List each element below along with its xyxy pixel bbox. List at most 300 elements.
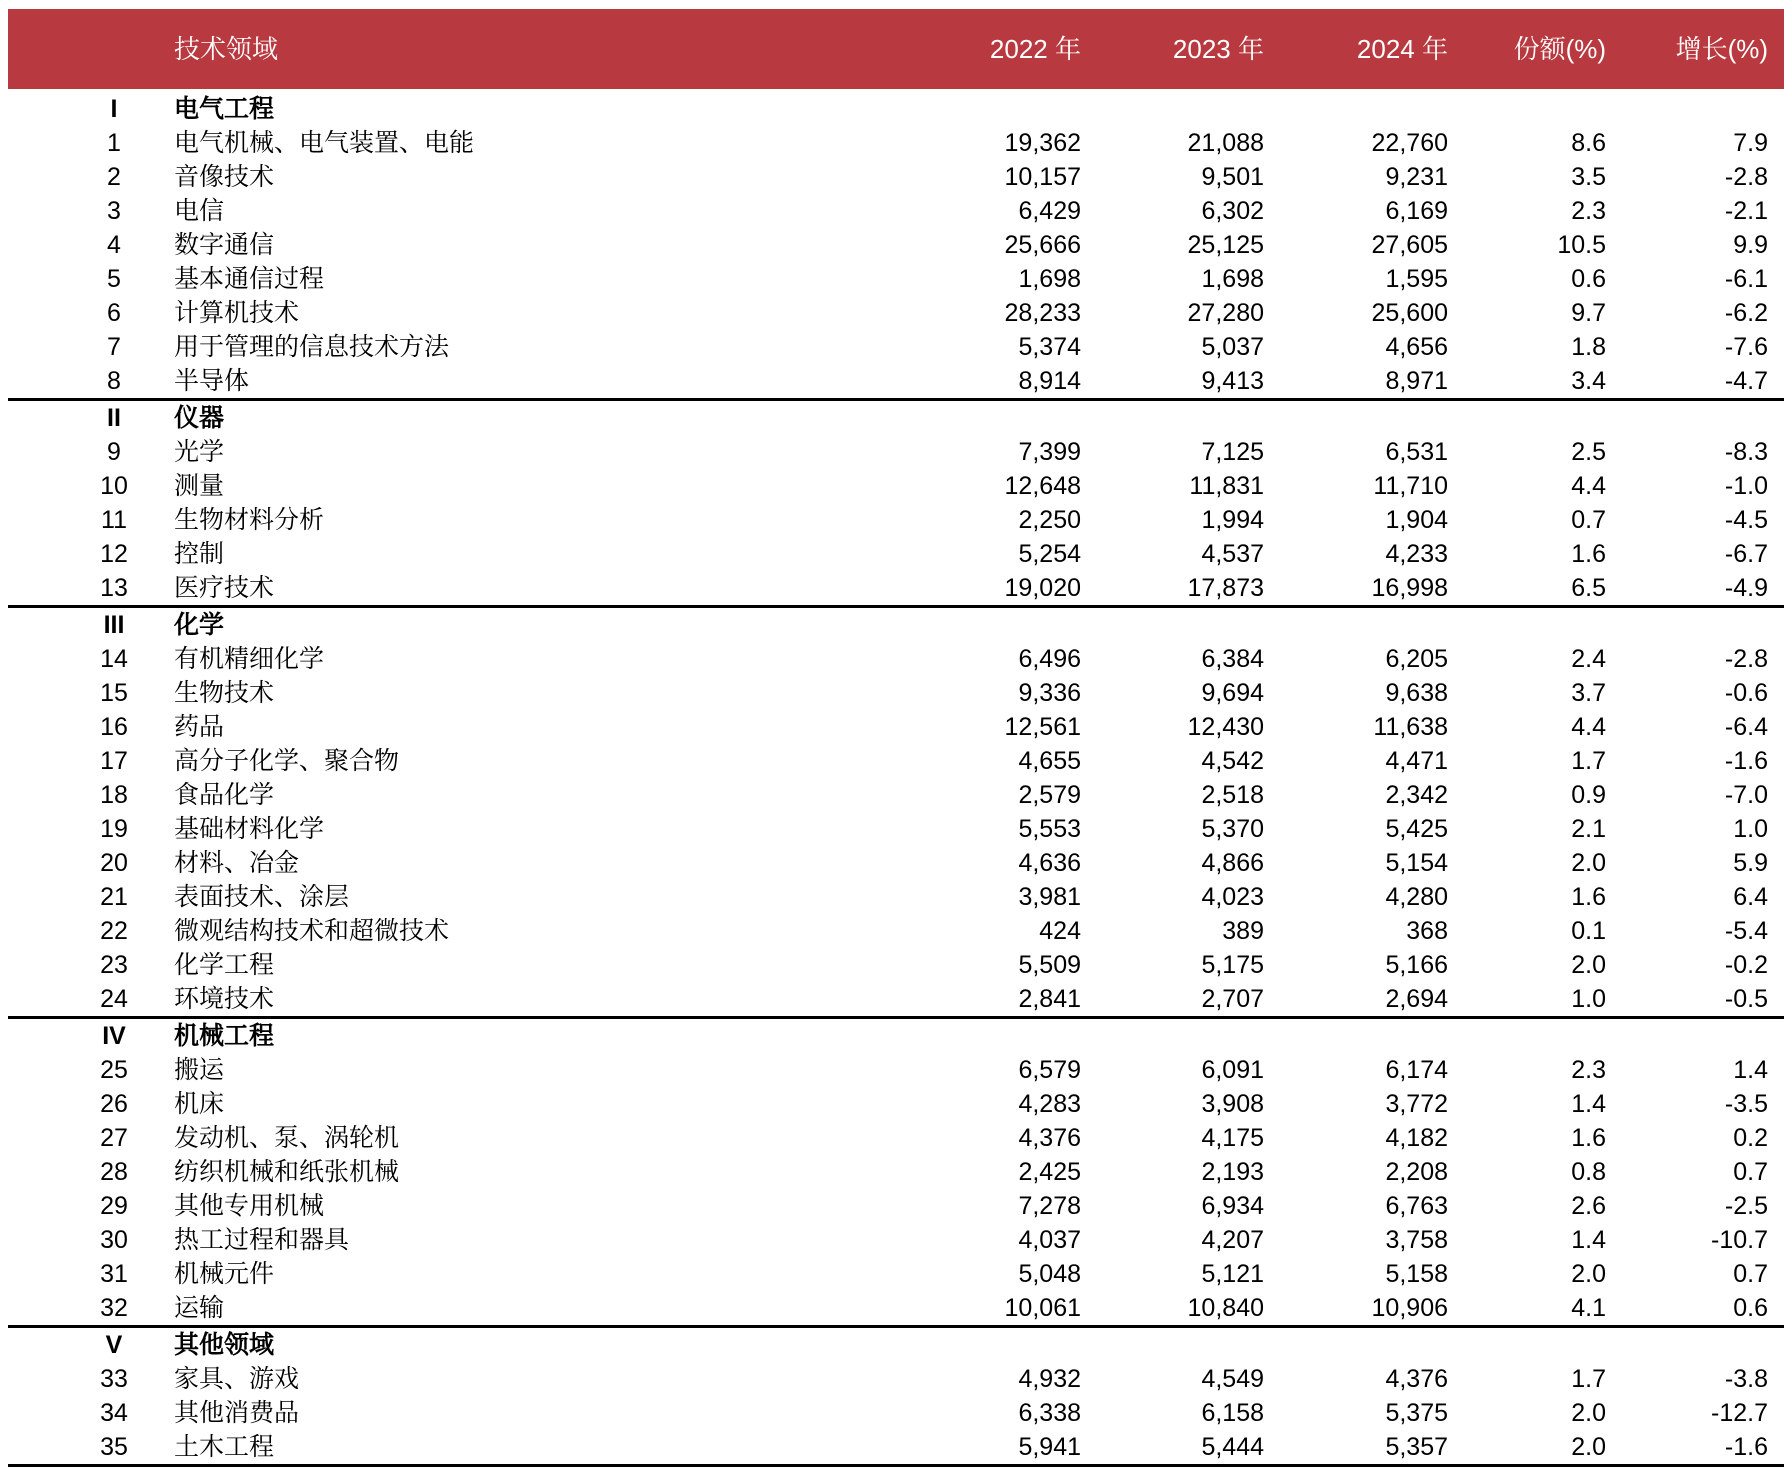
- value-2022: 9,336: [1018, 679, 1081, 707]
- value-2024: 16,998: [1371, 574, 1448, 602]
- growth-percent: -1.0: [1724, 472, 1768, 500]
- growth-percent: -2.1: [1724, 197, 1768, 225]
- section-row: [8, 92, 1784, 126]
- row-number: 14: [100, 645, 128, 673]
- share-percent: 1.4: [1571, 1226, 1606, 1254]
- row-number: 21: [100, 883, 128, 911]
- section-title: 机械工程: [174, 1022, 275, 1050]
- tech-field-label: 基础材料化学: [174, 815, 325, 843]
- table-row: [8, 812, 1784, 846]
- share-percent: 2.4: [1571, 645, 1606, 673]
- table-row: [8, 880, 1784, 914]
- share-percent: 1.6: [1571, 1124, 1606, 1152]
- value-2022: 424: [1039, 917, 1081, 945]
- tech-field-label: 医疗技术: [174, 574, 275, 602]
- table-row: [8, 642, 1784, 676]
- table-body: [8, 89, 1784, 1467]
- value-2023: 2,518: [1201, 781, 1264, 809]
- value-2022: 6,429: [1018, 197, 1081, 225]
- tech-field-label: 药品: [174, 713, 225, 741]
- value-2023: 5,121: [1201, 1260, 1264, 1288]
- value-2024: 5,154: [1385, 849, 1448, 877]
- value-2022: 25,666: [1004, 231, 1081, 259]
- value-2022: 7,278: [1018, 1192, 1081, 1220]
- value-2023: 27,280: [1187, 299, 1264, 327]
- tech-field-label: 土木工程: [174, 1433, 275, 1461]
- table-row: [8, 846, 1784, 880]
- row-number: 25: [100, 1056, 128, 1084]
- row-number: 26: [100, 1090, 128, 1118]
- value-2024: 5,425: [1385, 815, 1448, 843]
- share-percent: 2.0: [1571, 1433, 1606, 1461]
- value-2023: 4,549: [1201, 1365, 1264, 1393]
- value-2023: 12,430: [1187, 713, 1264, 741]
- row-number: 22: [100, 917, 128, 945]
- table-row: [8, 1291, 1784, 1325]
- table-row: [8, 228, 1784, 262]
- growth-percent: -10.7: [1711, 1226, 1768, 1254]
- row-number: 29: [100, 1192, 128, 1220]
- value-2024: 2,694: [1385, 985, 1448, 1013]
- table-row: [8, 330, 1784, 364]
- row-number: 20: [100, 849, 128, 877]
- value-2023: 9,413: [1201, 367, 1264, 395]
- value-2022: 19,362: [1004, 129, 1081, 157]
- row-number: 9: [107, 438, 121, 466]
- section-title: 电气工程: [174, 95, 275, 123]
- table-row: [8, 126, 1784, 160]
- share-percent: 2.3: [1571, 1056, 1606, 1084]
- value-2022: 6,338: [1018, 1399, 1081, 1427]
- table-row: [8, 710, 1784, 744]
- value-2024: 4,233: [1385, 540, 1448, 568]
- value-2023: 6,384: [1201, 645, 1264, 673]
- tech-field-label: 音像技术: [174, 163, 275, 191]
- row-number: 8: [107, 367, 121, 395]
- table-row: [8, 160, 1784, 194]
- tech-field-label: 光学: [174, 438, 225, 466]
- value-2022: 12,648: [1004, 472, 1081, 500]
- patent-table: [8, 9, 1784, 1467]
- table-row: [8, 744, 1784, 778]
- header-2024: 2024 年: [1356, 34, 1448, 64]
- value-2024: 4,471: [1385, 747, 1448, 775]
- growth-percent: -8.3: [1724, 438, 1768, 466]
- share-percent: 1.8: [1571, 333, 1606, 361]
- header-growth: 增长(%): [1675, 34, 1768, 64]
- table-row: [8, 1189, 1784, 1223]
- tech-field-label: 电气机械、电气装置、电能: [174, 129, 475, 157]
- section-number: II: [107, 404, 121, 432]
- tech-field-label: 运输: [174, 1294, 225, 1322]
- growth-percent: -6.7: [1724, 540, 1768, 568]
- growth-percent: -0.5: [1724, 985, 1768, 1013]
- value-2024: 1,595: [1385, 265, 1448, 293]
- table-header: [8, 9, 1784, 89]
- share-percent: 2.1: [1571, 815, 1606, 843]
- table-row: [8, 1121, 1784, 1155]
- share-percent: 1.7: [1571, 747, 1606, 775]
- growth-percent: -6.4: [1724, 713, 1768, 741]
- row-number: 6: [107, 299, 121, 327]
- value-2024: 6,169: [1385, 197, 1448, 225]
- tech-field-label: 其他专用机械: [174, 1192, 325, 1220]
- table-row: [8, 1053, 1784, 1087]
- share-percent: 2.3: [1571, 197, 1606, 225]
- row-number: 27: [100, 1124, 128, 1152]
- header-tech-field: 技术领域: [174, 34, 279, 64]
- tech-field-label: 食品化学: [174, 781, 275, 809]
- tech-field-label: 搬运: [174, 1056, 225, 1084]
- share-percent: 2.6: [1571, 1192, 1606, 1220]
- value-2023: 4,542: [1201, 747, 1264, 775]
- value-2023: 5,444: [1201, 1433, 1264, 1461]
- value-2023: 4,537: [1201, 540, 1264, 568]
- tech-field-label: 高分子化学、聚合物: [174, 747, 400, 775]
- value-2023: 6,302: [1201, 197, 1264, 225]
- value-2024: 11,710: [1373, 472, 1448, 500]
- value-2024: 8,971: [1385, 367, 1448, 395]
- tech-field-label: 电信: [174, 197, 225, 225]
- tech-field-label: 纺织机械和纸张机械: [174, 1158, 400, 1186]
- share-percent: 0.9: [1571, 781, 1606, 809]
- table-row: [8, 1362, 1784, 1396]
- value-2022: 4,037: [1018, 1226, 1081, 1254]
- share-percent: 1.0: [1571, 985, 1606, 1013]
- section-title: 化学: [174, 611, 225, 639]
- growth-percent: -6.2: [1724, 299, 1768, 327]
- value-2023: 11,831: [1189, 472, 1264, 500]
- header-2023: 2023 年: [1172, 34, 1264, 64]
- growth-percent: -4.7: [1724, 367, 1768, 395]
- value-2023: 9,501: [1201, 163, 1264, 191]
- growth-percent: -4.9: [1724, 574, 1768, 602]
- value-2023: 6,091: [1201, 1056, 1264, 1084]
- growth-percent: -3.5: [1724, 1090, 1768, 1118]
- value-2024: 27,605: [1371, 231, 1448, 259]
- row-number: 7: [107, 333, 121, 361]
- row-number: 2: [107, 163, 121, 191]
- table-row: [8, 194, 1784, 228]
- value-2023: 4,207: [1201, 1226, 1264, 1254]
- tech-field-label: 表面技术、涂层: [174, 883, 350, 911]
- share-percent: 6.5: [1571, 574, 1606, 602]
- value-2024: 25,600: [1371, 299, 1448, 327]
- value-2023: 2,193: [1201, 1158, 1264, 1186]
- tech-field-label: 其他消费品: [174, 1399, 300, 1427]
- section-number: I: [110, 95, 118, 123]
- tech-field-label: 生物技术: [174, 679, 275, 707]
- value-2023: 1,994: [1201, 506, 1264, 534]
- row-number: 31: [100, 1260, 128, 1288]
- row-number: 1: [107, 129, 121, 157]
- row-number: 18: [100, 781, 128, 809]
- table-row: [8, 537, 1784, 571]
- value-2022: 5,509: [1018, 951, 1081, 979]
- value-2022: 2,250: [1018, 506, 1081, 534]
- section-row: [8, 1019, 1784, 1053]
- value-2022: 10,061: [1004, 1294, 1081, 1322]
- share-percent: 3.5: [1571, 163, 1606, 191]
- value-2024: 1,904: [1385, 506, 1448, 534]
- value-2024: 3,758: [1385, 1226, 1448, 1254]
- growth-percent: 0.6: [1733, 1294, 1768, 1322]
- table-row: [8, 982, 1784, 1016]
- table-row: [8, 1155, 1784, 1189]
- value-2024: 4,376: [1385, 1365, 1448, 1393]
- value-2024: 4,656: [1385, 333, 1448, 361]
- section-number: III: [103, 611, 125, 639]
- growth-percent: 1.4: [1733, 1056, 1768, 1084]
- value-2024: 10,906: [1371, 1294, 1448, 1322]
- growth-percent: 0.7: [1733, 1158, 1768, 1186]
- value-2023: 17,873: [1187, 574, 1264, 602]
- value-2023: 4,175: [1201, 1124, 1264, 1152]
- row-number: 34: [100, 1399, 128, 1427]
- share-percent: 1.6: [1571, 883, 1606, 911]
- table-row: [8, 948, 1784, 982]
- row-number: 10: [100, 472, 128, 500]
- table-row: [8, 469, 1784, 503]
- share-percent: 4.1: [1571, 1294, 1606, 1322]
- growth-percent: 5.9: [1733, 849, 1768, 877]
- value-2022: 4,636: [1018, 849, 1081, 877]
- value-2023: 7,125: [1201, 438, 1264, 466]
- value-2024: 4,182: [1385, 1124, 1448, 1152]
- share-percent: 4.4: [1571, 713, 1606, 741]
- share-percent: 2.5: [1571, 438, 1606, 466]
- share-percent: 4.4: [1571, 472, 1606, 500]
- row-number: 3: [107, 197, 121, 225]
- value-2024: 11,638: [1373, 713, 1448, 741]
- share-percent: 8.6: [1571, 129, 1606, 157]
- table-row: [8, 676, 1784, 710]
- growth-percent: -0.2: [1724, 951, 1768, 979]
- growth-percent: 9.9: [1733, 231, 1768, 259]
- growth-percent: -5.4: [1724, 917, 1768, 945]
- value-2024: 6,205: [1385, 645, 1448, 673]
- tech-field-label: 环境技术: [174, 985, 275, 1013]
- row-number: 24: [100, 985, 128, 1013]
- value-2022: 2,579: [1018, 781, 1081, 809]
- value-2024: 2,208: [1385, 1158, 1448, 1186]
- growth-percent: -7.0: [1724, 781, 1768, 809]
- table-row: [8, 1257, 1784, 1291]
- growth-percent: 7.9: [1733, 129, 1768, 157]
- value-2022: 4,932: [1018, 1365, 1081, 1393]
- section-number: V: [105, 1331, 123, 1359]
- section-number: IV: [102, 1022, 126, 1050]
- value-2023: 4,023: [1201, 883, 1264, 911]
- value-2023: 389: [1222, 917, 1264, 945]
- value-2024: 368: [1406, 917, 1448, 945]
- growth-percent: 1.0: [1733, 815, 1768, 843]
- value-2023: 9,694: [1201, 679, 1264, 707]
- row-number: 12: [100, 540, 128, 568]
- row-number: 30: [100, 1226, 128, 1254]
- share-percent: 1.7: [1571, 1365, 1606, 1393]
- table-row: [8, 914, 1784, 948]
- share-percent: 3.4: [1571, 367, 1606, 395]
- table-row: [8, 503, 1784, 537]
- value-2024: 6,174: [1385, 1056, 1448, 1084]
- row-number: 33: [100, 1365, 128, 1393]
- share-percent: 1.4: [1571, 1090, 1606, 1118]
- growth-percent: 6.4: [1733, 883, 1768, 911]
- value-2022: 28,233: [1004, 299, 1081, 327]
- share-percent: 2.0: [1571, 1399, 1606, 1427]
- value-2023: 5,370: [1201, 815, 1264, 843]
- table-row: [8, 435, 1784, 469]
- value-2022: 5,254: [1018, 540, 1081, 568]
- value-2023: 3,908: [1201, 1090, 1264, 1118]
- value-2024: 9,231: [1385, 163, 1448, 191]
- value-2024: 9,638: [1385, 679, 1448, 707]
- tech-field-label: 数字通信: [174, 231, 275, 259]
- value-2023: 2,707: [1201, 985, 1264, 1013]
- tech-field-label: 微观结构技术和超微技术: [174, 917, 450, 945]
- growth-percent: -4.5: [1724, 506, 1768, 534]
- share-percent: 9.7: [1571, 299, 1606, 327]
- tech-field-label: 生物材料分析: [174, 506, 325, 534]
- growth-percent: -1.6: [1724, 747, 1768, 775]
- value-2023: 1,698: [1201, 265, 1264, 293]
- row-number: 15: [100, 679, 128, 707]
- section-row: [8, 1328, 1784, 1362]
- growth-percent: -3.8: [1724, 1365, 1768, 1393]
- value-2023: 6,934: [1201, 1192, 1264, 1220]
- growth-percent: 0.2: [1733, 1124, 1768, 1152]
- table-row: [8, 571, 1784, 605]
- value-2022: 10,157: [1004, 163, 1081, 191]
- section-title: 其他领域: [174, 1331, 275, 1359]
- value-2024: 6,763: [1385, 1192, 1448, 1220]
- share-percent: 2.0: [1571, 1260, 1606, 1288]
- value-2023: 10,840: [1187, 1294, 1264, 1322]
- tech-field-label: 半导体: [174, 367, 250, 395]
- row-number: 13: [100, 574, 128, 602]
- value-2024: 4,280: [1385, 883, 1448, 911]
- value-2022: 12,561: [1004, 713, 1081, 741]
- growth-percent: -7.6: [1724, 333, 1768, 361]
- value-2022: 6,579: [1018, 1056, 1081, 1084]
- row-number: 35: [100, 1433, 128, 1461]
- share-percent: 0.7: [1571, 506, 1606, 534]
- value-2024: 5,357: [1385, 1433, 1448, 1461]
- section-title: 仪器: [174, 404, 225, 432]
- value-2022: 6,496: [1018, 645, 1081, 673]
- value-2022: 3,981: [1018, 883, 1081, 911]
- tech-field-label: 机床: [174, 1090, 225, 1118]
- table-row: [8, 364, 1784, 398]
- table-row: [8, 1223, 1784, 1257]
- share-percent: 0.8: [1571, 1158, 1606, 1186]
- row-number: 17: [100, 747, 128, 775]
- value-2022: 2,425: [1018, 1158, 1081, 1186]
- value-2023: 4,866: [1201, 849, 1264, 877]
- value-2024: 5,375: [1385, 1399, 1448, 1427]
- row-number: 16: [100, 713, 128, 741]
- value-2022: 5,374: [1018, 333, 1081, 361]
- value-2022: 1,698: [1018, 265, 1081, 293]
- value-2022: 5,941: [1018, 1433, 1081, 1461]
- table-row: [8, 262, 1784, 296]
- tech-field-label: 测量: [174, 472, 225, 500]
- row-number: 5: [107, 265, 121, 293]
- value-2022: 4,283: [1018, 1090, 1081, 1118]
- tech-field-label: 机械元件: [174, 1260, 275, 1288]
- growth-percent: -0.6: [1724, 679, 1768, 707]
- value-2024: 6,531: [1385, 438, 1448, 466]
- value-2022: 7,399: [1018, 438, 1081, 466]
- section-row: [8, 608, 1784, 642]
- share-percent: 2.0: [1571, 849, 1606, 877]
- header-2022: 2022 年: [989, 34, 1081, 64]
- table-row: [8, 778, 1784, 812]
- growth-percent: -12.7: [1711, 1399, 1768, 1427]
- table-row: [8, 1396, 1784, 1430]
- tech-field-label: 计算机技术: [174, 299, 300, 327]
- value-2022: 19,020: [1004, 574, 1081, 602]
- growth-percent: -2.8: [1724, 163, 1768, 191]
- value-2023: 21,088: [1187, 129, 1264, 157]
- value-2024: 3,772: [1385, 1090, 1448, 1118]
- share-percent: 3.7: [1571, 679, 1606, 707]
- tech-field-label: 用于管理的信息技术方法: [174, 333, 450, 361]
- value-2023: 25,125: [1187, 231, 1264, 259]
- value-2024: 5,166: [1385, 951, 1448, 979]
- row-number: 28: [100, 1158, 128, 1186]
- tech-field-label: 基本通信过程: [174, 265, 325, 293]
- row-number: 19: [100, 815, 128, 843]
- header-share: 份额(%): [1513, 34, 1606, 64]
- tech-field-label: 化学工程: [174, 951, 275, 979]
- share-percent: 10.5: [1557, 231, 1606, 259]
- row-number: 11: [101, 506, 127, 534]
- tech-field-label: 有机精细化学: [174, 645, 325, 673]
- tech-field-label: 发动机、泵、涡轮机: [174, 1124, 400, 1152]
- value-2022: 8,914: [1018, 367, 1081, 395]
- value-2024: 2,342: [1385, 781, 1448, 809]
- value-2022: 5,553: [1018, 815, 1081, 843]
- value-2023: 6,158: [1201, 1399, 1264, 1427]
- value-2022: 4,655: [1018, 747, 1081, 775]
- value-2022: 4,376: [1018, 1124, 1081, 1152]
- share-percent: 0.6: [1571, 265, 1606, 293]
- row-number: 32: [100, 1294, 128, 1322]
- value-2024: 22,760: [1371, 129, 1448, 157]
- table-row: [8, 1430, 1784, 1464]
- section-row: [8, 401, 1784, 435]
- tech-field-label: 家具、游戏: [174, 1365, 300, 1393]
- table-row: [8, 296, 1784, 330]
- growth-percent: -2.5: [1724, 1192, 1768, 1220]
- value-2023: 5,175: [1201, 951, 1264, 979]
- growth-percent: -6.1: [1724, 265, 1768, 293]
- growth-percent: -1.6: [1724, 1433, 1768, 1461]
- section-divider: [8, 1464, 1784, 1467]
- growth-percent: -2.8: [1724, 645, 1768, 673]
- row-number: 23: [100, 951, 128, 979]
- value-2022: 5,048: [1018, 1260, 1081, 1288]
- value-2024: 5,158: [1385, 1260, 1448, 1288]
- table-row: [8, 1087, 1784, 1121]
- share-percent: 1.6: [1571, 540, 1606, 568]
- row-number: 4: [107, 231, 121, 259]
- tech-field-label: 热工过程和器具: [174, 1226, 350, 1254]
- share-percent: 0.1: [1571, 917, 1606, 945]
- share-percent: 2.0: [1571, 951, 1606, 979]
